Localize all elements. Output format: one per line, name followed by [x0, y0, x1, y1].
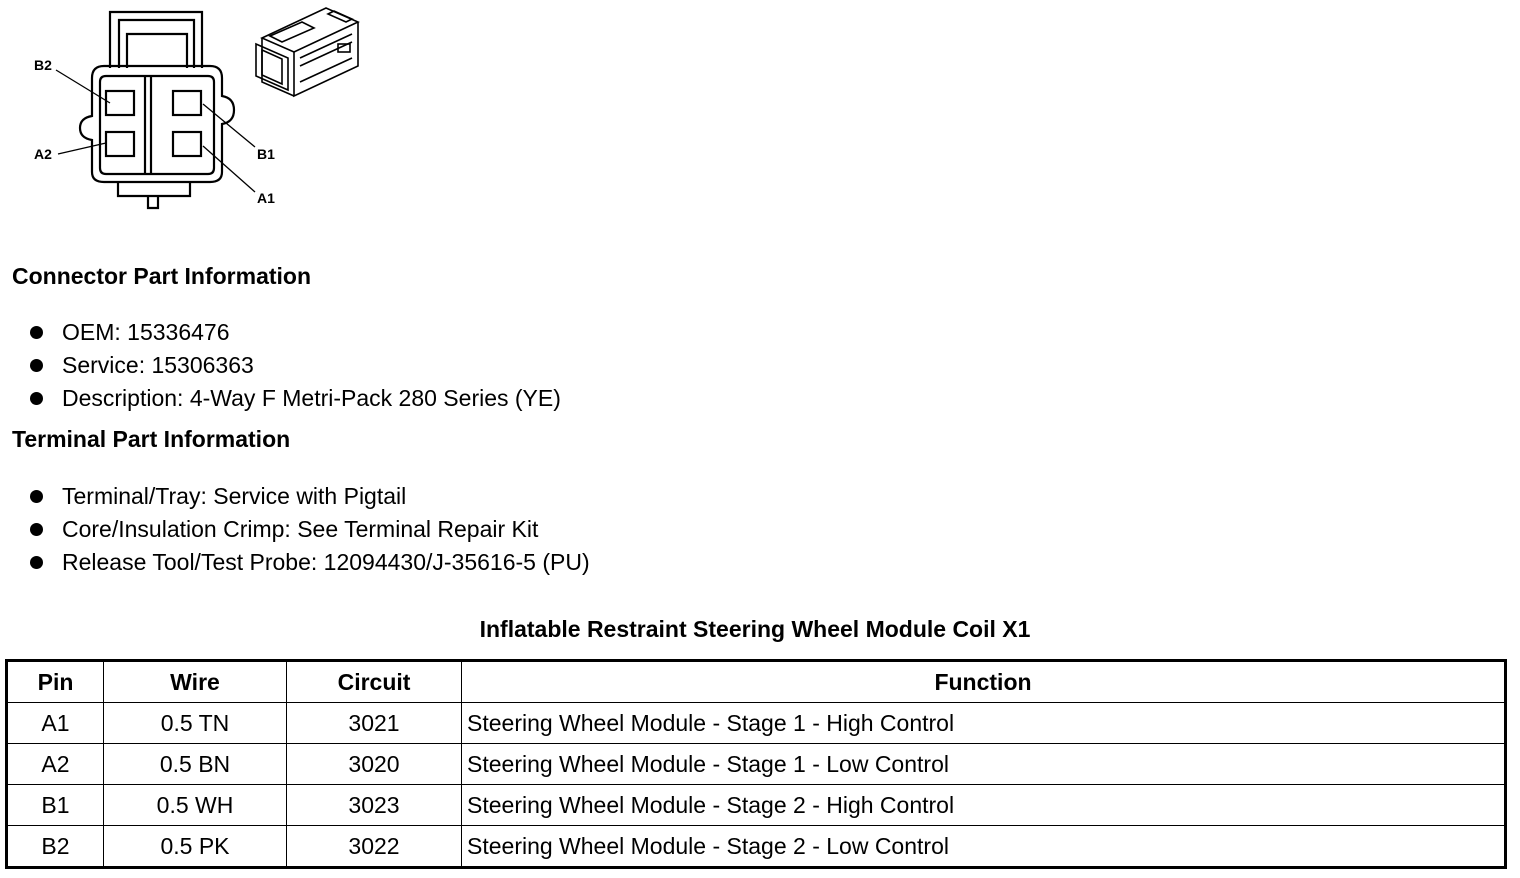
pin-label-a2: A2 — [34, 146, 52, 162]
cell-pin: B2 — [7, 826, 104, 868]
bullet-icon — [30, 556, 43, 569]
cell-wire: 0.5 BN — [104, 744, 287, 785]
pin-label-a1: A1 — [257, 190, 275, 206]
pin-label-b2: B2 — [34, 57, 52, 73]
column-header-pin: Pin — [7, 661, 104, 703]
list-item — [30, 316, 561, 349]
pinout-table — [5, 659, 1507, 869]
list-item — [30, 382, 561, 415]
connector-diagram — [0, 0, 400, 230]
list-item-text: Service: 15306363 — [62, 352, 254, 378]
connector-isometric-view — [256, 8, 358, 96]
list-item-text: Release Tool/Test Probe: 12094430/J-35616-5 (PU) — [62, 549, 590, 575]
bullet-icon — [30, 326, 43, 339]
cell-wire: 0.5 WH — [104, 785, 287, 826]
table-header-row — [7, 661, 1506, 703]
cell-function: Steering Wheel Module - Stage 2 - Low Control — [462, 826, 1506, 868]
list-item — [30, 349, 561, 382]
cell-function: Steering Wheel Module - Stage 2 - High Control — [462, 785, 1506, 826]
table-row — [7, 785, 1506, 826]
bullet-icon — [30, 490, 43, 503]
cell-circuit: 3023 — [287, 785, 462, 826]
column-header-circuit: Circuit — [287, 661, 462, 703]
cell-pin: A1 — [7, 703, 104, 744]
terminal-part-info-list — [30, 480, 590, 579]
list-item-text: Terminal/Tray: Service with Pigtail — [62, 483, 407, 509]
bullet-icon — [30, 392, 43, 405]
connector-face-view — [56, 12, 255, 208]
cell-pin: A2 — [7, 744, 104, 785]
connector-part-info-list — [30, 316, 561, 415]
list-item — [30, 513, 590, 546]
pin-label-b1: B1 — [257, 146, 275, 162]
table-row — [7, 826, 1506, 868]
table-title: Inflatable Restraint Steering Wheel Module Coil X1 — [479, 616, 1031, 642]
connector-part-info-heading: Connector Part Information — [12, 263, 312, 289]
list-item-text: Description: 4-Way F Metri-Pack 280 Series (YE) — [62, 385, 561, 411]
list-item-text: OEM: 15336476 — [62, 319, 230, 345]
cell-function: Steering Wheel Module - Stage 1 - High Control — [462, 703, 1506, 744]
column-header-wire: Wire — [104, 661, 287, 703]
column-header-function: Function — [462, 661, 1506, 703]
list-item — [30, 546, 590, 579]
cell-circuit: 3021 — [287, 703, 462, 744]
cell-pin: B1 — [7, 785, 104, 826]
cell-wire: 0.5 TN — [104, 703, 287, 744]
cell-circuit: 3020 — [287, 744, 462, 785]
cell-circuit: 3022 — [287, 826, 462, 868]
list-item — [30, 480, 590, 513]
table-row — [7, 703, 1506, 744]
bullet-icon — [30, 523, 43, 536]
terminal-part-info-heading: Terminal Part Information — [12, 426, 291, 452]
table-row — [7, 744, 1506, 785]
list-item-text: Core/Insulation Crimp: See Terminal Repair Kit — [62, 516, 539, 542]
bullet-icon — [30, 359, 43, 372]
cell-function: Steering Wheel Module - Stage 1 - Low Control — [462, 744, 1506, 785]
cell-wire: 0.5 PK — [104, 826, 287, 868]
